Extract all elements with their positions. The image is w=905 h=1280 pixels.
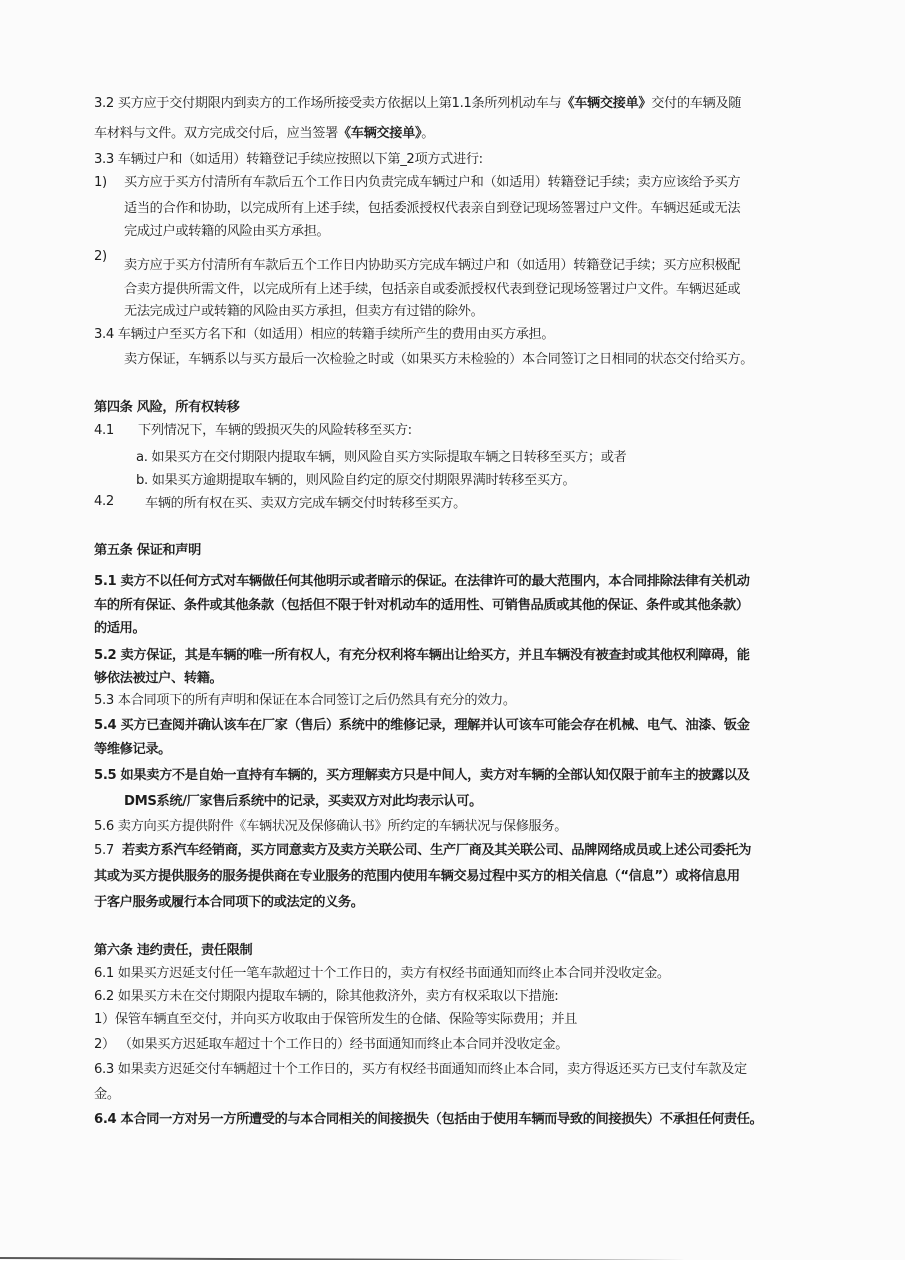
clause-4-1-a: a. 如果买方在交付期限内提取车辆，则风险自买方实际提取车辆之日转移至买方；或者 bbox=[136, 450, 627, 465]
clause-4-1-b: b. 如果买方逾期提取车辆的，则风险自约定的原交付期限界满时转移至买方。 bbox=[136, 473, 576, 488]
option-2-line-2: 合卖方提供所需文件，以完成所有上述手续，包括亲自或委派授权代表到登记现场签署过户文件。车辆迟延或 bbox=[124, 282, 741, 297]
clause-5-2-line-1: 5.2 卖方保证，其是车辆的唯一所有权人，有充分权利将车辆出让给买方，并且车辆没有被查封或其他权利障碍，能 bbox=[94, 648, 750, 663]
option-1-line-1: 买方应于买方付清所有车款后五个工作日内负责完成车辆过户和（如适用）转籍登记手续；卖方应该给予买方 bbox=[124, 175, 741, 190]
document-title-ref: 《车辆交接单》 bbox=[561, 96, 652, 111]
clause-3-2-line-2 bbox=[94, 124, 434, 144]
clause-3-3: 3.3 车辆过户和（如适用）转籍登记手续应按照以下第_2项方式进行: bbox=[94, 152, 483, 167]
option-1-line-2: 适当的合作和协助，以完成所有上述手续，包括委派授权代表亲自到登记现场签署过户文件。车辆迟延或无法 bbox=[124, 201, 741, 216]
clause-5-1-line-1: 5.1 卖方不以任何方式对车辆做任何其他明示或者暗示的保证。在法律许可的最大范围内，本合同排除法律有关机动 bbox=[94, 574, 750, 589]
clause-5-1-line-2: 车的所有保证、条件或其他条款（包括但不限于针对机动车的适用性、可销售品质或其他的保证、条件或其他条款） bbox=[94, 598, 749, 613]
clause-3-4: 3.4 车辆过户至买方名下和（如适用）相应的转籍手续所产生的费用由买方承担。 bbox=[94, 327, 555, 342]
clause-5-1-line-3: 的适用。 bbox=[94, 621, 146, 636]
section-5-heading: 第五条 保证和声明 bbox=[94, 543, 201, 558]
clause-4-1-number: 4.1 bbox=[94, 423, 114, 438]
clause-4-1: 下列情况下，车辆的毁损灭失的风险转移至买方: bbox=[138, 423, 412, 438]
clause-5-7-number: 5.7 bbox=[94, 843, 114, 858]
document-title-ref: 《车辆交接单》 bbox=[337, 126, 422, 141]
clause-6-2-measure-2: 2） （如果买方迟延取车超过十个工作日的）经书面通知而终止本合同并没收定金。 bbox=[94, 1037, 569, 1052]
clause-5-5-line-1: 5.5 如果卖方不是自始一直持有车辆的，买方理解卖方只是中间人，卖方对车辆的全部认知仅限于前车主的披露以及 bbox=[94, 768, 750, 783]
clause-4-2: 车辆的所有权在买、卖双方完成车辆交付时转移至买方。 bbox=[145, 496, 466, 511]
clause-6-2-measure-1: 1）保管车辆直至交付，并向买方收取由于保管所发生的仓储、保险等实际费用；并且 bbox=[94, 1012, 578, 1027]
clause-6-3-line-2: 金。 bbox=[94, 1087, 120, 1102]
clause-text: 3.2 买方应于交付期限内到卖方的工作场所接受卖方依据以上第1.1条所列机动车与 bbox=[94, 96, 562, 111]
clause-6-3-line-1: 6.3 如果卖方迟延交付车辆超过十个工作日的，买方有权经书面通知而终止本合同，卖方得返还买方已支付车款及定 bbox=[94, 1062, 747, 1077]
clause-5-4-line-2: 等维修记录。 bbox=[94, 742, 172, 757]
option-2-line-1: 卖方应于买方付清所有车款后五个工作日内协助买方完成车辆过户和（如适用）转籍登记手续；买方应积极配 bbox=[124, 258, 741, 273]
clause-5-6: 5.6 卖方向买方提供附件《车辆状况及保修确认书》所约定的车辆状况与保修服务。 bbox=[94, 819, 568, 834]
clause-5-7-line-2: 其或为买方提供服务的服务提供商在专业服务的范围内使用车辆交易过程中买方的相关信息（“信息”）或将信息用 bbox=[94, 869, 740, 884]
option-2-line-3: 无法完成过户或转籍的风险由买方承担，但卖方有过错的除外。 bbox=[124, 304, 484, 319]
section-4-heading: 第四条 风险，所有权转移 bbox=[94, 400, 240, 415]
clause-text: 交付的车辆及随 bbox=[651, 96, 742, 111]
clause-5-7-line-3: 于客户服务或履行本合同项下的或法定的义务。 bbox=[94, 895, 364, 910]
clause-5-4-line-1: 5.4 买方已查阅并确认该车在厂家（售后）系统中的维修记录，理解并认可该车可能会存在机械、电气、油漆、钣金 bbox=[94, 718, 750, 733]
option-1-line-3: 完成过户或转籍的风险由买方承担。 bbox=[124, 224, 330, 239]
clause-3-4-warranty: 卖方保证，车辆系以与买方最后一次检验之时或（如果买方未检验的）本合同签订之日相同的状态交付给买方。 bbox=[124, 352, 754, 367]
clause-6-4: 6.4 本合同一方对另一方所遭受的与本合同相关的间接损失（包括由于使用车辆而导致的间接损失）不承担任何责任。 bbox=[94, 1112, 763, 1127]
clause-6-2: 6.2 如果买方未在交付期限内提取车辆的，除其他救济外，卖方有权采取以下措施: bbox=[94, 989, 559, 1004]
option-2-number: 2) bbox=[94, 249, 107, 264]
section-6-heading: 第六条 违约责任，责任限制 bbox=[94, 943, 253, 958]
clause-3-2-line-1 bbox=[94, 94, 741, 114]
clause-6-1: 6.1 如果买方迟延支付任一笔车款超过十个工作日的，卖方有权经书面通知而终止本合同并没收定金。 bbox=[94, 966, 670, 981]
clause-4-2-number: 4.2 bbox=[94, 494, 114, 509]
clause-text: 。 bbox=[421, 126, 435, 141]
scan-margin bbox=[0, 1260, 905, 1280]
clause-5-5-line-2: DMS系统/厂家售后系统中的记录，买卖双方对此均表示认可。 bbox=[124, 794, 482, 809]
clause-5-2-line-2: 够依法被过户、转籍。 bbox=[94, 671, 223, 686]
clause-5-7-line-1: 若卖方系汽车经销商，买方同意卖方及卖方关联公司、生产厂商及其关联公司、品牌网络成员或上述公司委托为 bbox=[122, 843, 752, 858]
option-1-number: 1) bbox=[94, 175, 107, 190]
clause-text: 车材料与文件。双方完成交付后，应当签署 bbox=[94, 126, 338, 141]
clause-5-3: 5.3 本合同项下的所有声明和保证在本合同签订之后仍然具有充分的效力。 bbox=[94, 693, 516, 708]
